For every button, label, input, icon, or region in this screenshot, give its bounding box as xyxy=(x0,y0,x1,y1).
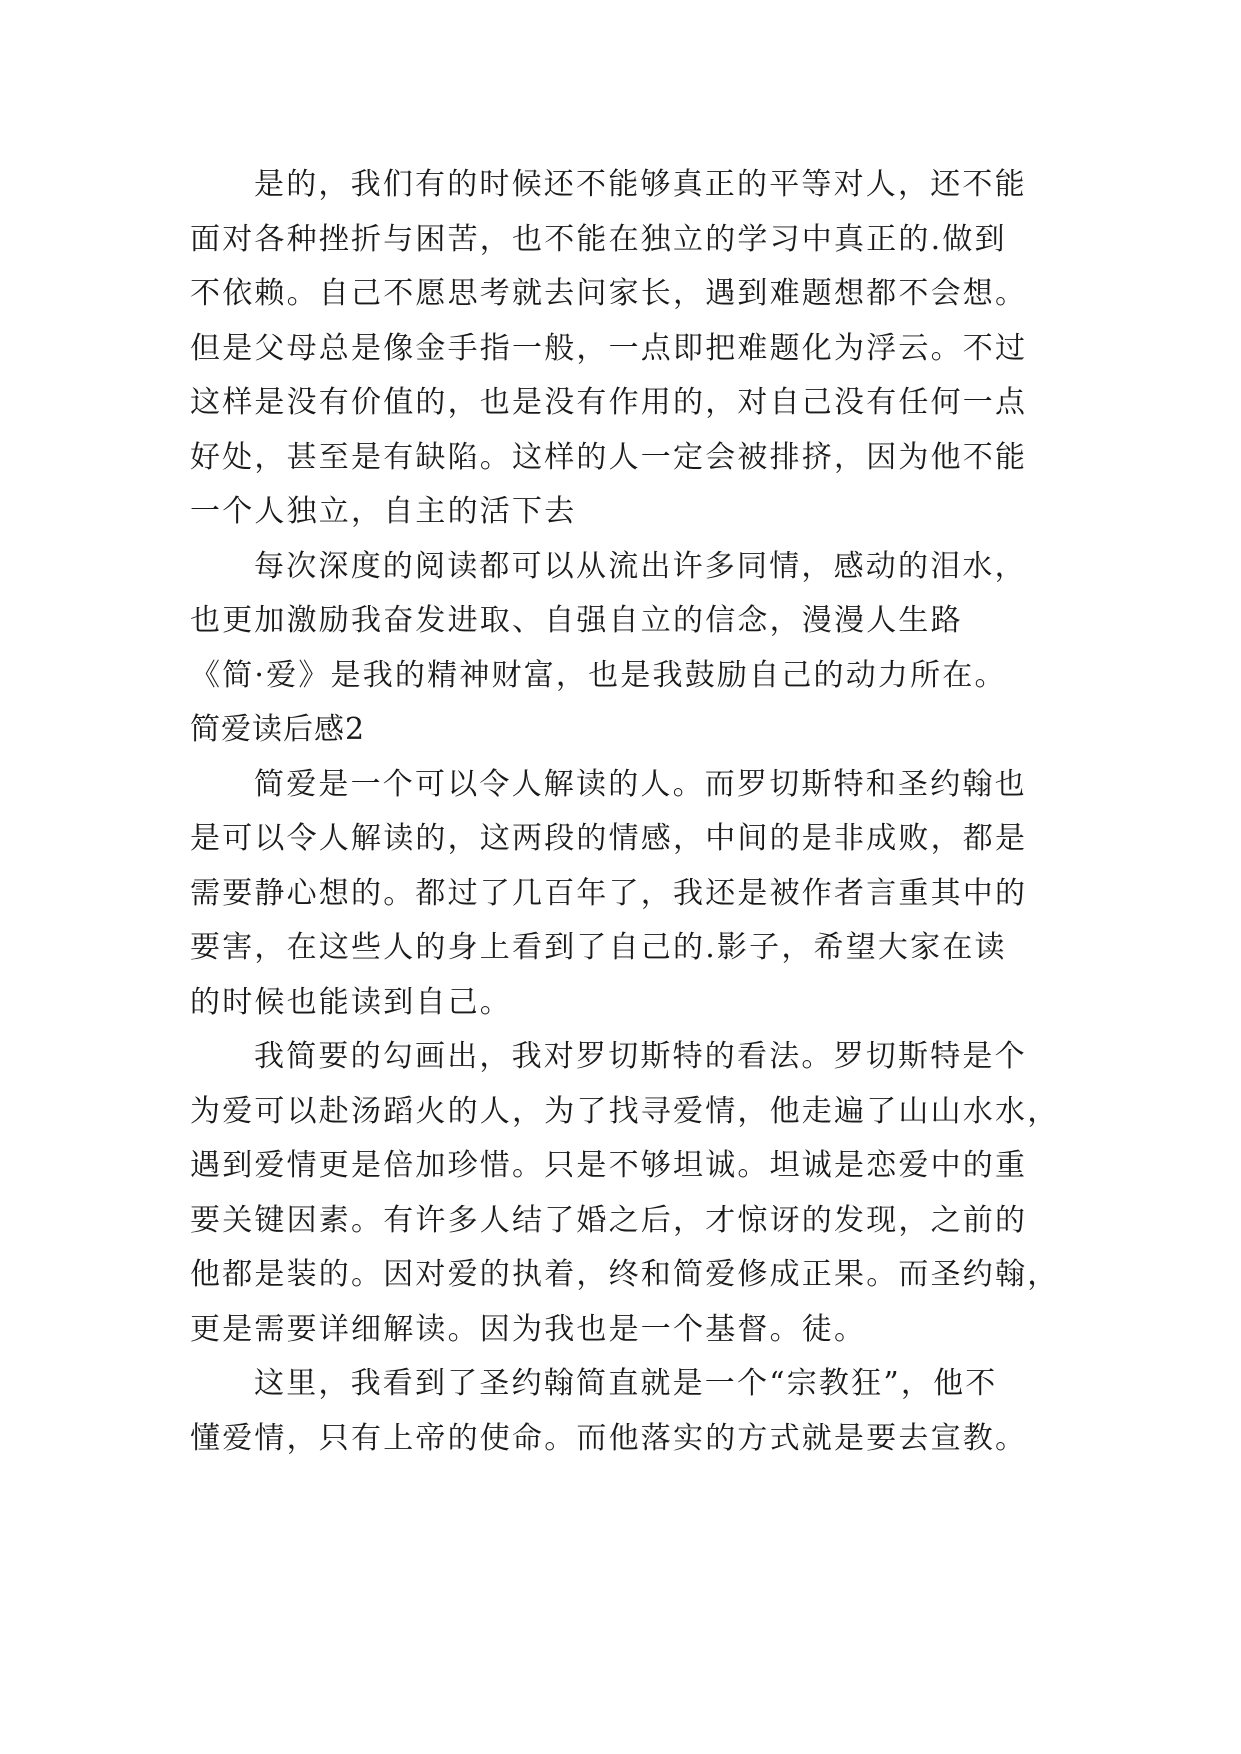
paragraph-line: 的时候也能读到自己。 xyxy=(190,984,512,1020)
paragraph-line: 每次深度的阅读都可以从流出许多同情，感动的泪水， xyxy=(254,548,1027,584)
paragraph-line: 面对各种挫折与困苦，也不能在独立的学习中真正的.做到 xyxy=(190,221,1007,257)
paragraph-line: 更是需要详细解读。因为我也是一个基督。徒。 xyxy=(190,1311,867,1347)
document-body xyxy=(190,158,1070,1466)
paragraph-line: 简爱是一个可以令人解读的人。而罗切斯特和圣约翰也 xyxy=(254,766,1027,802)
paragraph-line: 《简·爱》是我的精神财富，也是我鼓励自己的动力所在。 xyxy=(190,657,1007,693)
paragraph-line: 为爱可以赴汤蹈火的人，为了找寻爱情，他走遍了山山水水， xyxy=(190,1093,1060,1129)
section-heading: 简爱读后感2 xyxy=(190,712,366,747)
paragraph-line: 遇到爱情更是倍加珍惜。只是不够坦诚。坦诚是恋爱中的重 xyxy=(190,1148,1028,1183)
paragraph-line: 我简要的勾画出，我对罗切斯特的看法。罗切斯特是个 xyxy=(254,1039,1027,1074)
paragraph-line: 一个人独立，自主的活下去 xyxy=(190,494,577,529)
paragraph-line: 懂爱情，只有上帝的使命。而他落实的方式就是要去宣教。 xyxy=(190,1420,1028,1456)
paragraph-line: 要害，在这些人的身上看到了自己的.影子，希望大家在读 xyxy=(190,930,1007,965)
paragraph-line: 是可以令人解读的，这两段的情感，中间的是非成败，都是 xyxy=(190,821,1028,856)
paragraph-line: 好处，甚至是有缺陷。这样的人一定会被排挤，因为他不能 xyxy=(190,439,1028,475)
paragraph-line: 需要静心想的。都过了几百年了，我还是被作者言重其中的 xyxy=(190,875,1028,911)
paragraph-line: 是的，我们有的时候还不能够真正的平等对人，还不能 xyxy=(254,167,1027,202)
paragraph-line: 但是父母总是像金手指一般，一点即把难题化为浮云。不过 xyxy=(190,330,1028,366)
paragraph-line: 这里，我看到了圣约翰简直就是一个“宗教狂”，他不 xyxy=(254,1366,998,1401)
paragraph-line: 这样是没有价值的，也是没有作用的，对自己没有任何一点 xyxy=(190,385,1028,420)
paragraph-line: 不依赖。自己不愿思考就去问家长，遇到难题想都不会想。 xyxy=(190,276,1028,311)
paragraph-line: 他都是装的。因对爱的执着，终和简爱修成正果。而圣约翰， xyxy=(190,1257,1060,1292)
paragraph-line: 也更加激励我奋发进取、自强自立的信念，漫漫人生路 xyxy=(190,603,963,638)
paragraph-line: 要关键因素。有许多人结了婚之后，才惊讶的发现，之前的 xyxy=(190,1202,1028,1238)
